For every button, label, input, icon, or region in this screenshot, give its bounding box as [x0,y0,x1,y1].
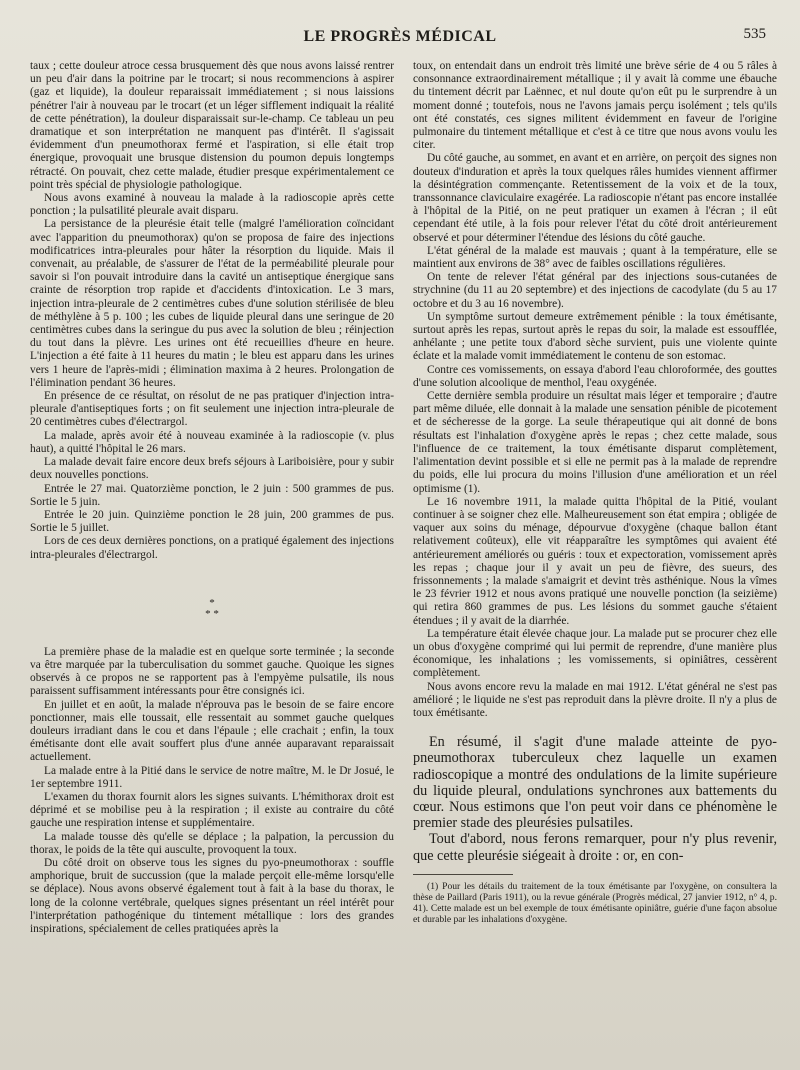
page-header [22,22,778,48]
paragraph: La malade entre à la Pitié dans le service de notre maître, M. le Dr Josué, le 1er septembre 1911. [30,764,394,790]
paragraph: L'examen du thorax fournit alors les signes suivants. L'hémithorax droit est déprimé et se mobilise peu à la respiration ; il existe au contraire du côté gauche une respiration intense et supplémentaire. [30,790,394,830]
paragraph: L'état général de la malade est mauvais ; quant à la température, elle se maintient aux environs de 38° avec de faibles oscillations régulières. [413,244,777,271]
paragraph: La persistance de la pleurésie était telle (malgré l'amélioration coïncidant avec l'apparition du pneumothorax) qu'on se proposa de faire des injections modificatrices intra-pleurales pour hâter la résorption du liquide. Mais il convenait, au préalable, de s'assurer de l'état de la perméabilité pleurale pour savoir si l'on pouvait introduire dans la cavité un antiseptique énergique sans crainte de résorption trop rapide et d'accidents d'intoxication. Le 3 mars, injection intra-pleurale de 2 centimètres cubes d'une solution stérilisée de bleu de méthylène à 5 p. 100 ; les cubes de liquide pleural dans une seringue de 20 centimètres cubes dans la seringue du pus avec la solution de bleu ; réinjection du tout dans la plèvre. Les urines ont été recueillies d'heure en heure. L'injection a été faite à 11 heures du matin ; le bleu est apparu dans les urines vers 1 heure de l'après-midi ; élimination maxima à 2 heures. Prolongation de l'élimination pendant 36 heures. [30,218,394,389]
paragraph: Un symptôme surtout demeure extrêmement pénible : la toux émétisante, surtout après les repas, surtout après le repas du soir, la malade est essoufflée, anhélante ; une petite toux d'abord sèche survient, puis une violente quinte éclate et la malade vomit immédiatement le contenu de son estomac. [413,310,777,363]
footnote: (1) Pour les détails du traitement de la toux émétisante par l'oxygène, on consultera la thèse de Paillard (Paris 1911), ou la revue générale (Progrès médical, 27 janvier 1912, n° 4, p. 41). Cette malade est un bel exemple de toux émétisante opiniâtre, guérie d'une façon absolue et durable par les inhalations d'oxygène. [413,880,777,925]
paragraph: Contre ces vomissements, on essaya d'abord l'eau chloroformée, des gouttes d'une solution alcoolique de menthol, l'eau oxygénée. [413,363,777,389]
paragraph: On tente de relever l'état général par des injections sous-cutanées de strychnine (du 11 au 20 septembre) et des injections de cacodylate (du 5 au 17 octobre et du 3 au 16 novembre). [413,271,777,310]
paragraph: Nous avons encore revu la malade en mai 1912. L'état général ne s'est pas amélioré ; le liquide ne s'est pas reproduit dans la plèvre droite. Il n'y a plus de toux émétisante. [413,680,777,719]
paragraph: La malade devait faire encore deux brefs séjours à Lariboisière, pour y subir deux nouvelles ponctions. [30,456,394,482]
journal-title: LE PROGRÈS MÉDICAL [303,28,497,45]
paragraph: La température était élevée chaque jour. La malade put se procurer chez elle un obus d'oxygène comprimé qui lui permit de reprendre, d'une manière plus économique, les inhalations ; les vomissements, si opiniâtres, cessèrent complètement. [413,627,777,680]
paragraph: Entrée le 27 mai. Quatorzième ponction, le 2 juin : 500 grammes de pus. Sortie le 5 juin. [30,482,394,508]
paragraph: En juillet et en août, la malade n'éprouva pas le besoin de se faire encore ponctionner, mais elle toussait, elle ressentait au sommet gauche quelques douleurs irradiant dans le cou et dans l'épaule ; elle crachait ; enfin, la toux émétisante dont elle avait souffert plus d'une année auparavant reparaissait actuellement. [30,698,394,764]
conclusion-paragraph: Tout d'abord, nous ferons remarquer, pour n'y plus revenir, que cette pleurésie siégeait à droite : or, en con- [413,831,777,864]
conclusion-section [413,734,777,864]
separator-star-bottom: * * [205,607,219,620]
page-number: 535 [743,26,766,42]
paragraph: Lors de ces deux dernières ponctions, on a pratiqué également des injections intra-pleurales d'électrargol. [30,535,394,561]
paragraph: toux, on entendait dans un endroit très limité une brève série de 4 ou 5 râles à consonnance extraordinairement métallique ; il y avait là comme une ébauche du tintement décrit par Laënnec, et nul doute qu'on eût pu le surprendre à un moment donné ; toutefois, nous ne l'avons jamais perçu isolément ; tels qu'ils ont été constatés, ces signes militent évidemment en faveur de l'origine pulmonaire du tintement métallique et c'est à ce titre que nous avons voulu les citer. [413,60,777,152]
footnote-divider [413,874,513,875]
separator-star-top: * [209,596,215,609]
paragraph: taux ; cette douleur atroce cessa brusquement dès que nous avons laissé rentrer un peu d'air dans la poitrine par le trocart; si nous recommencions à aspirer (gaz et liquide), la douleur reparaissait immédiatement ; si nous laissions pénétrer l'air à nouveau par le trocart (et un léger sifflement indiquait la réalité de cette pénétration), la douleur disparaissait sur-le-champ. Ce tableau un peu dramatique et son interprétation ne manquent pas d'intérêt. Il s'agissait évidemment d'un pneumothorax fermé et l'aspiration, si elle était trop énergique, provoquait une brusque distension du poumon depuis longtemps rétracté. On pouvait, chez cette malade, étudier presque expérimentalement ce point très spécial de physiologie pathologique. [30,60,394,191]
paragraph: Cette dernière sembla produire un résultat mais léger et temporaire ; d'autre part même diluée, elle donnait à la malade une sensation pénible de picotement et de sécheresse de la gorge. La seule thérapeutique qui ait donné de bons résultats est l'inhalation d'oxygène après le repas ; chez cette malade, sous l'influence de ce traitement, la toux émétisante disparut complètement, l'alimentation devint possible et si elle ne permit pas à la malade de reprendre du poids, elle lui procura du moins l'illusion d'une amélioration et un réel optimisme (1). [413,390,777,495]
right-column [413,60,777,925]
paragraph: Du côté droit on observe tous les signes du pyo-pneumothorax : souffle amphorique, bruit de succussion (que la malade perçoit elle-même lorsqu'elle se déplace). Nous avons observé également tout à fait à la base du thorax, le long de la colonne vertébrale, quelques signes présentant un réel intérêt pour l'interprétation pathogénique du tintement métallique : lors des grandes inspirations, spécialement de celles pratiquées après la [30,856,394,935]
paragraph: Le 16 novembre 1911, la malade quitta l'hôpital de la Pitié, voulant continuer à se soigner chez elle. Malheureusement son état empira ; obligée de vaquer aux soins du ménage, dépourvue d'oxygène (chaque ballon étant relativement coûteux), elle vit réapparaître les symptômes qui avaient été antérieurement améliorés ou guéris : toux et expectoration, vomissement après les repas ; chaque jour il y avait un peu de fièvre, des sueurs, des frissonnements ; la malade s'amaigrit et devint très asthénique. Nous la vîmes le 23 février 1912 et nous avons pratiqué une nouvelle ponction (la seizième) qui retira 860 grammes de pus. Les lésions du sommet gauche s'étaient étendues ; il y avait de la diarrhée. [413,495,777,627]
paragraph: La malade tousse dès qu'elle se déplace ; la palpation, la percussion du thorax, le poids de la tête qui ausculte, provoquent la toux. [30,830,394,856]
paragraph: En présence de ce résultat, on résolut de ne pas pratiquer d'injection intra-pleurale d'antiseptiques forts ; on fit seulement une injection intra-pleurale de 20 centimètres cubes d'électrargol. [30,390,394,429]
paragraph: Nous avons examiné à nouveau la malade à la radioscopie après cette ponction ; la pulsatilité pleurale avait disparu. [30,192,394,218]
paragraph: Entrée le 20 juin. Quinzième ponction le 28 juin, 200 grammes de pus. Sortie le 5 juillet. [30,508,394,535]
paragraph: La première phase de la maladie est en quelque sorte terminée ; la seconde va être marquée par la tuberculisation du sommet gauche. Quoique les signes observés à ce propos ne se rapportent pas à l'empyème pulsatile, ils nous paraissent suffisamment intéressants pour être consignés ici. [30,645,394,698]
section-separator [30,598,394,620]
conclusion-paragraph: En résumé, il s'agit d'une malade atteinte de pyo-pneumothorax tuberculeux chez laquelle un examen radioscopique a montré des ondulations de la limite supérieure du liquide pleural, ondulations synchrones aux battements du cœur. Nous estimons que l'on peut voir dans ce phénomène le premier stade des pleurésies pulsatiles. [413,734,777,832]
left-column [30,60,394,936]
paragraph: La malade, après avoir été à nouveau examinée à la radioscopie (v. plus haut), a quitté l'hôpital le 26 mars. [30,429,394,455]
paragraph: Du côté gauche, au sommet, en avant et en arrière, on perçoit des signes non douteux d'induration et après la toux quelques râles humides viennent affirmer la désintégration commençante. Retentissement de la voix et de la toux, transsonnance claviculaire exagérée. La radioscopie n'étant pas encore installée à l'hôpital de la Pitié, on ne peut pratiquer un examen à l'écran ; il eût cependant été utile, à la fois pour relever l'état du côté droit antérieurement observé et pour déterminer l'étendue des lésions du côté gauche. [413,152,777,244]
